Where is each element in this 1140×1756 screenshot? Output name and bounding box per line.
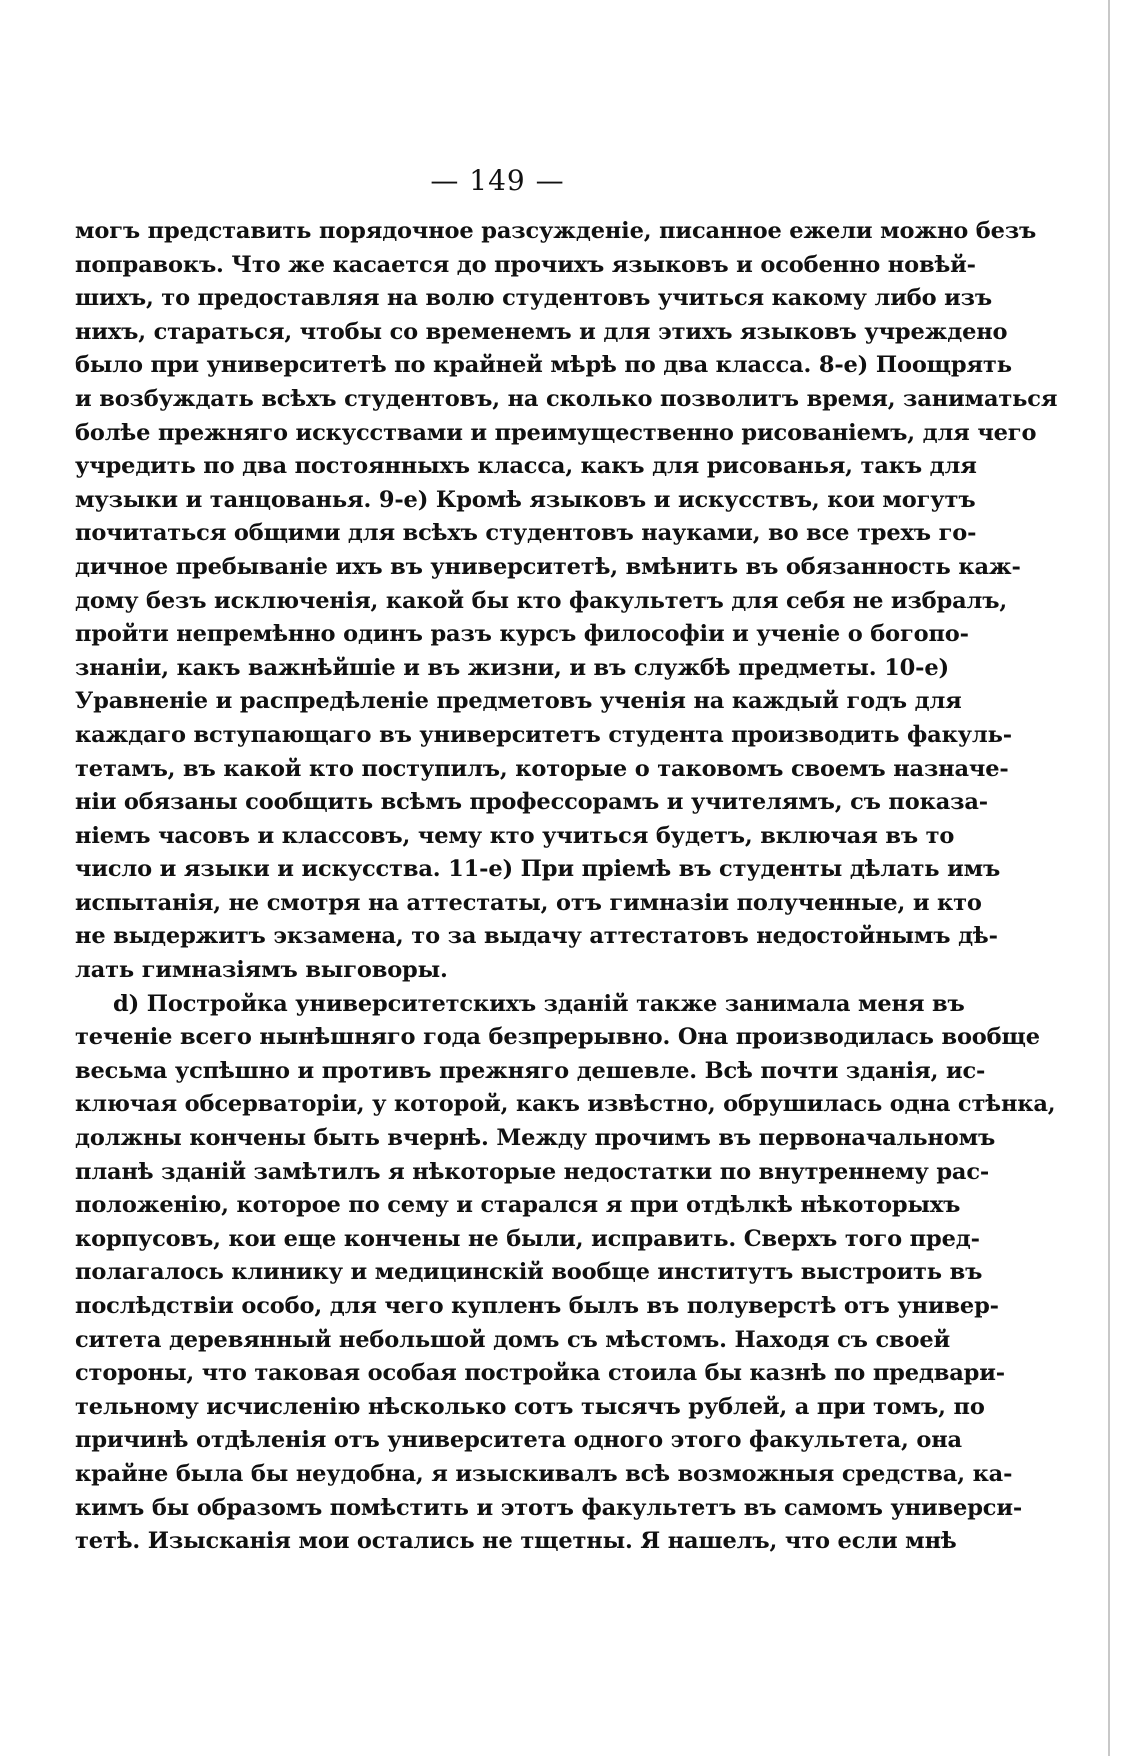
text-body [75, 215, 1058, 1559]
paragraph [75, 988, 1056, 1559]
text-line: лать гимназіямъ выговоры. [75, 957, 448, 984]
text-line: каждаго вступающаго въ университетъ студента производить факуль- [75, 721, 1012, 748]
page-number: — 149 — [430, 164, 565, 197]
text-line: испытанія, не смотря на аттестаты, отъ гимназіи полученные, и кто [75, 889, 982, 916]
text-line: крайне была бы неудобна, я изыскивалъ всѣ возможныя средства, ка- [75, 1460, 1013, 1487]
page-edge-line [1108, 0, 1110, 1756]
text-line: не выдержитъ экзамена, то за выдачу аттестатовъ недостойнымъ дѣ- [75, 923, 998, 950]
text-line: нихъ, стараться, чтобы со временемъ и для этихъ языковъ учреждено [75, 318, 1008, 345]
text-line: было при университетѣ по крайней мѣрѣ по два класса. 8-е) Поощрять [75, 352, 1012, 379]
text-line: тетамъ, въ какой кто поступилъ, которые о таковомъ своемъ назначе- [75, 755, 1009, 782]
text-line: весьма успѣшно и противъ прежняго дешевле. Всѣ почти зданія, ис- [75, 1057, 986, 1084]
paragraph [75, 215, 1058, 988]
text-line: полагалось клинику и медицинскій вообще институтъ выстроить въ [75, 1259, 983, 1286]
text-line: шихъ, то предоставляя на волю студентовъ учиться какому либо изъ [75, 285, 992, 312]
text-line: ніемъ часовъ и классовъ, чему кто учиться будетъ, включая въ то [75, 822, 955, 849]
text-line: пройти непремѣнно одинъ разъ курсъ философіи и ученіе о богопо- [75, 621, 969, 648]
text-line: дичное пребываніе ихъ въ университетѣ, вмѣнить въ обязанность каж- [75, 553, 1021, 580]
text-line: d) Постройка университетскихъ зданій также занимала меня въ [113, 990, 965, 1017]
text-line: положенію, которое по сему и старался я при отдѣлкѣ нѣкоторыхъ [75, 1192, 961, 1219]
text-line: планѣ зданій замѣтилъ я нѣкоторые недостатки по внутреннему рас- [75, 1158, 990, 1185]
text-line: теченіе всего нынѣшняго года безпрерывно. Она производилась вообще [75, 1024, 1040, 1051]
text-line: кимъ бы образомъ помѣстить и этотъ факультетъ въ самомъ универси- [75, 1494, 1023, 1521]
text-line: болѣе прежняго искусствами и преимущественно рисованіемъ, для чего [75, 419, 1037, 446]
text-line: учредить по два постоянныхъ класса, какъ для рисованья, такъ для [75, 453, 977, 480]
text-line: почитаться общими для всѣхъ студентовъ науками, во все трехъ го- [75, 520, 977, 547]
text-line: ситета деревянный небольшой домъ съ мѣстомъ. Находя съ своей [75, 1326, 951, 1353]
text-line: Уравненіе и распредѣленіе предметовъ ученія на каждый годъ для [75, 688, 962, 715]
text-line: причинѣ отдѣленія отъ университета одного этого факультета, она [75, 1427, 962, 1454]
text-line: послѣдствіи особо, для чего купленъ былъ въ полуверстѣ отъ универ- [75, 1293, 999, 1319]
text-line: дому безъ исключенія, какой бы кто факультетъ для себя не избралъ, [75, 587, 1008, 614]
text-line: тельному исчисленію нѣсколько сотъ тысячъ рублей, а при томъ, по [75, 1393, 985, 1420]
text-line: стороны, что таковая особая постройка стоила бы казнѣ по предвари- [75, 1360, 1005, 1387]
text-line: число и языки и искусства. 11-е) При пріемѣ въ студенты дѣлать имъ [75, 856, 1001, 883]
text-line: должны кончены быть вчернѣ. Между прочимъ въ первоначальномъ [75, 1125, 996, 1152]
text-line: ніи обязаны сообщить всѣмъ профессорамъ и учителямъ, съ показа- [75, 789, 988, 816]
text-line: тетѣ. Изысканія мои остались не тщетны. Я нашелъ, что если мнѣ [75, 1528, 957, 1555]
text-line: корпусовъ, кои еще кончены не были, исправить. Сверхъ того пред- [75, 1225, 980, 1252]
text-line: могъ представить порядочное разсужденіе, писанное ежели можно безъ [75, 218, 1037, 244]
text-line: музыки и танцованья. 9-е) Кромѣ языковъ и искусствъ, кои могутъ [75, 486, 976, 513]
text-line: ключая обсерваторіи, у которой, какъ извѣстно, обрушилась одна стѣнка, [75, 1091, 1056, 1118]
document-page [75, 164, 1058, 1559]
text-line: и возбуждать всѣхъ студентовъ, на сколько позволитъ время, заниматься [75, 385, 1058, 412]
text-line: поправокъ. Что же касается до прочихъ языковъ и особенно новѣй- [75, 251, 976, 278]
text-line: знаніи, какъ важнѣйшіе и въ жизни, и въ службѣ предметы. 10-е) [75, 654, 950, 681]
